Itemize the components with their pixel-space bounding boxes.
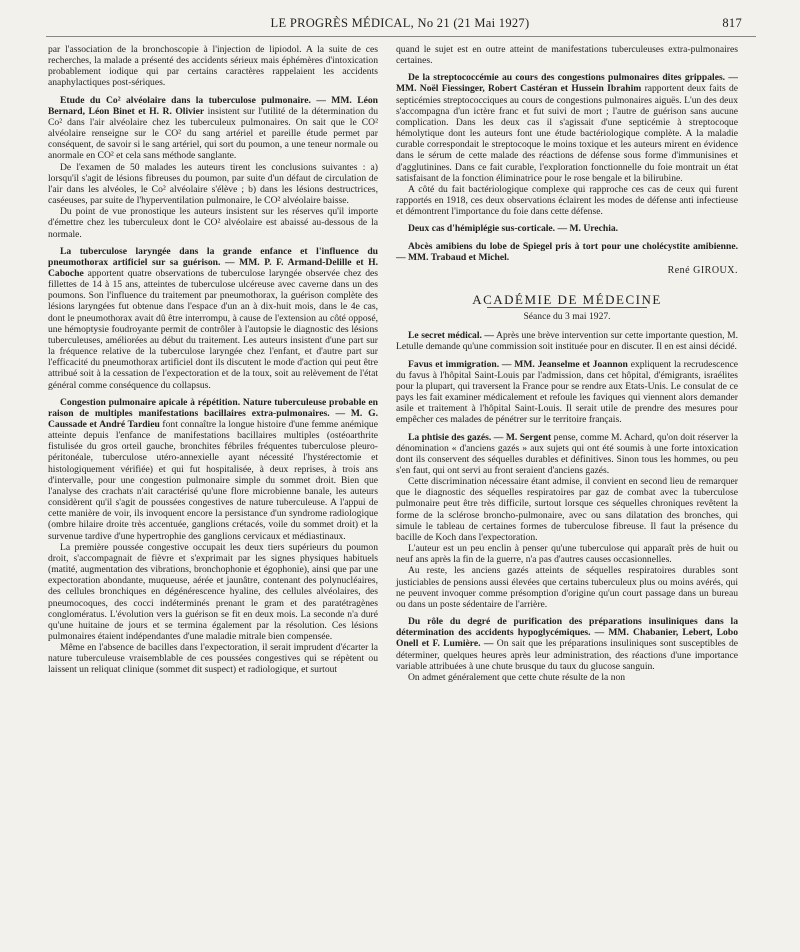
article-body: rapportent deux faits de septicémies streptococciques au cours de congestions pulmonaires aiguës. L'un des deux s'accompagna d'un ictère franc et fut suivi de mort ; l'autre de guérison sans aucune complication. Dans les deux cas il s'agissait d'une septicémie à streptocoque hémolytique dont les auteurs font une étude bactériologique complète. A la maladie curable correspondait le streptocoque le moins toxique et les auteurs mirent en évidence dans le sérum de cette malade des réactions de défense sous forme d'immunisines et d'agglutinines. Dans ce fait curable, l'exploration fonctionnelle du foie montrait un état satisfaisant de la fonction éliminatrice pour le rose bengale et la bilirubine. [396, 83, 739, 184]
article-paragraph [48, 246, 378, 391]
article-heading: Du rôle du degré de purification des préparations insuliniques dans la détermination des accidents hypoglycémiques. — MM. Chabanier, Lebert, Lobo Onell et F. Lumière. — [396, 616, 738, 650]
article-paragraph [48, 95, 378, 162]
article-paragraph: A côté du fait bactériologique complexe qui rapproche ces cas de ceux qui furent rapportés en 1918, ces deux observations éclairent les modes de défense anti infectieuse et démontrent l'importance du foie dans cette défense. [396, 183, 738, 218]
article [396, 432, 738, 611]
article-paragraph [396, 359, 738, 426]
article [396, 241, 738, 263]
article-paragraph [48, 44, 378, 89]
article [48, 95, 378, 240]
article-paragraph [396, 223, 738, 234]
article [396, 616, 738, 683]
article-paragraph: Du point de vue pronostique les auteurs insistent sur les réserves qu'il importe d'émettre chez les tuberculeux dont le CO² alvéolaire est abaissé au-dessous de la normale. [48, 206, 378, 240]
article [48, 44, 378, 89]
article-heading: La phtisie des gazés. — M. Sergent [408, 431, 552, 443]
article-body: Après une brève intervention sur cette importante question, M. Letulle demande qu'une commission soit instituée pour en discuter. Il en est ainsi décidé. [396, 330, 739, 353]
article-body: par l'association de la bronchoscopie à l'injection de lipiodol. A la suite de ces recherches, la malade a présenté des accidents sérieux mais éphémères d'intoxication probablement iodique qui par certains caractères rappelaient les accidents anaphylactiques post-sériques. [48, 44, 378, 89]
article-paragraph: L'auteur est un peu enclin à penser qu'une tuberculose qui apparaît près de huit ou neuf ans après la fin de la guerre, n'a pas d'autres causes occasionnelles. [396, 543, 738, 566]
left-column [48, 44, 378, 676]
section-title: ACADÉMIE DE MÉDECINE [472, 291, 662, 307]
article-body: expliquent la recrudescence du favus à l'hôpital Saint-Louis par l'admission, dans cet hôpital, d'émigrants, israélites pour la plupart, qui traversent la France pour se rendre aux Etats-Unis. Le consulat de ce pays les fait examiner médicalement et refoule les faviques qui viennent alors demander asile et traitement à l'hôpital Saint-Louis. Il serait utile de prendre des mesures pour empêcher ces malades de pénétrer sur le territoire français. [396, 358, 739, 426]
right-column-academie [396, 330, 738, 683]
article-paragraph [396, 44, 738, 66]
article-heading: Etude du Co² alvéolaire dans la tuberculose pulmonaire. — MM. Léon Bernard, Léon Binet et H. R. Olivier [48, 94, 378, 117]
article [396, 72, 738, 217]
article-paragraph [396, 432, 738, 477]
article-paragraph: On admet généralement que cette chute résulte de la non [408, 671, 626, 683]
article-heading: Abcès amibiens du lobe de Spiegel pris à tort pour une cholécystite amibienne. — MM. Trabaud et Michel. [396, 240, 738, 263]
article-paragraph [396, 330, 738, 352]
article-heading: La tuberculose laryngée dans la grande enfance et l'influence du pneumothorax artificiel sur sa guérison. — MM. P. F. Armand-Delille et H. Caboche [48, 245, 378, 279]
article [396, 223, 738, 234]
article-body: font connaître la longue histoire d'une femme anémique atteinte depuis l'enfance de manifestations bacillaires multiples (ostéoarthrite fistulisée du gros orteil gauche, bronchites fébriles fréquentes tuberculose pleuro-péritonéale, tuberculose utéro-annexielle ayant nécessité l'hystérectomie et histologiquement vérifiée) et qui fut hospitalisée, à deux reprises, à trois ans d'intervalle, pour une congestion pulmonaire simple du sommet droit. Bien que l'analyse des crachats n'ait caractérisé qu'une flore microbienne banale, les auteurs considèrent qu'il s'agit de poussées congestives de nature tuberculeuse. A l'appui de cette manière de voir, ils invoquent encore la persistance d'un syndrome radiologique (ombre hilaire droite très accentuée, ganglions crétacés, voile du sommet droit) et la survenue tardive d'une hypertrophie des ganglions cervicaux et médiastinaux. [48, 419, 378, 542]
article-paragraph: Même en l'absence de bacilles dans l'expectoration, il serait imprudent d'écarter la nature tuberculeuse vraisemblable de ces poussées congestives qui se répètent ou laissent un reliquat clinique (sommet dit suspect) et radiologique, et surtout [48, 642, 378, 676]
article-body: pense, comme M. Achard, qu'on doit réserver la dénomination « d'anciens gazés » aux sujets qui ont été soumis à une forte intoxication dont ils conservent des séquelles durables et définitives. Sinon tous les hommes, ou peu s'en faut, qui ont servi au front seraient d'anciens gazés. [396, 431, 738, 476]
article-paragraph [48, 397, 378, 542]
article-body: apportent quatre observations de tuberculose laryngée observée chez des fillettes de 14 à 15 ans, atteintes de tuberculose ulcéreuse avec caverne dans un des poumons. Son l'influence du traitement par pneumothorax, la guérison complète des lésions laryngées fut obtenue dans l'espace d'un an à dix-huit mois, dans le 4e cas, dont le pneumothorax avait dû être interrompu, à cause de l'extension au côté opposé, une hémoptysie foudroyante permit de contrôler à l'autopsie le diagnostic des lésions tuberculeuses, améliorées au début du traitement. Les auteurs insistent d'une part sur la fréquence relative de la tuberculose laryngée chez l'enfant, et d'autre part sur l'efficacité du pneumothorax artificiel dont ils discutent le mode d'action qui peut être attribué soit à la cessation de l'expectoration et de la toux, soit au relèvement de l'état général comme conséquence du collapsus. [48, 267, 378, 391]
article [48, 246, 378, 391]
article-heading: Favus et immigration. — MM. Jeanselme et Joannon [408, 358, 628, 370]
article [396, 359, 738, 426]
article-paragraph: De l'examen de 50 malades les auteurs tirent les conclusions suivantes : a) lorsqu'il s'agit de lésions fibreuses du poumon, par suite d'un défaut de circulation de l'air dans les alvéoles, le Co² alvéolaire s'élève ; b) dans les lésions destructrices, caséeuses, par suite de l'hyperventilation pulmonaire, le CO² alvéolaire baisse. [48, 161, 378, 207]
page-number: 817 [722, 16, 742, 30]
article [396, 330, 738, 352]
article-body: On sait que les préparations insuliniques sont susceptibles de déterminer, quelques heures après leur administration, des réactions d'une importance variable attribuées à une chute brusque du taux du glucose sanguin. [396, 638, 738, 672]
article-paragraph [396, 241, 738, 263]
right-column-reports [396, 44, 738, 263]
article-heading: Le secret médical. — [408, 330, 495, 342]
signature: René GIROUX. [667, 264, 738, 276]
section-title-rule [487, 307, 647, 308]
article-heading: Congestion pulmonaire apicale à répétition. Nature tuberculeuse probable en raison de multiples manifestations bacillaires extra-pulmonaires. — M. G. Caussade et André Tardieu [48, 396, 378, 430]
article-paragraph: La première poussée congestive occupait les deux tiers supérieurs du poumon droit, s'accompagnait de fièvre et s'exprimait par les signes physiques habituels (matité, augmentation des vibrations, bronchophonie et égophonie), ainsi que par une expectoration abondante, muqueuse, aérée et jaunâtre, contenant des polynucléaires, des cellules bronchiques en dégénérescence hyaline, des cellules alvéolaires, des pneumocoques, des cocci indéterminés prenant le gram et des paratétragènes conglomératus. L'évolution vers la guérison se fit en deux mois. La seconde n'a duré qu'une huitaine de jours et se termina également par la résolution. Ces lésions pulmonaires étaient indépendantes d'une maladie mitrale bien compensée. [48, 541, 378, 642]
article-heading: Deux cas d'hémiplégie sus-corticale. — M. Urechia. [408, 223, 619, 235]
article [396, 44, 738, 66]
journal-title: LE PROGRÈS MÉDICAL, No 21 (21 Mai 1927) [270, 16, 530, 30]
article-body: quand le sujet est en outre atteint de manifestations tuberculeuses extra-pulmonaires certaines. [396, 44, 738, 67]
article-heading: De la streptococcémie au cours des congestions pulmonaires dites grippales. — MM. Noël Fiessinger, Robert Castéran et Hussein Ibrahim [396, 72, 738, 95]
article-body: insistent sur l'utilité de la détermination du Co² dans l'air alvéolaire chez les tuberculeux pulmonaires. On sait que le CO² alvéolaire renseigne sur le CO² du sang artériel et pareille étude permet par conséquent, de savoir si le sang artériel, qui sort du poumon, a une teneur normale ou anormale en CO² et cela sans méthode sanglante. [48, 105, 378, 162]
running-header [0, 16, 800, 36]
article-paragraph: Au reste, les anciens gazés atteints de séquelles respiratoires durables sont justiciables de pensions aussi élevées que certains tuberculeux plus ou moins avérés, qui ne peuvent invoquer comme présomption d'origine qu'un court passage dans un bureau ou dans un poste sédentaire de l'arrière. [396, 565, 738, 610]
article-paragraph [396, 72, 738, 184]
header-rule [46, 36, 756, 37]
right-column [396, 44, 738, 683]
article [48, 397, 378, 676]
article-paragraph [396, 616, 738, 672]
seance-date: Séance du 3 mai 1927. [523, 311, 611, 323]
article-paragraph: Cette discrimination nécessaire étant admise, il convient en second lieu de remarquer que le diagnostic des séquelles respiratoires par gaz de combat avec la tuberculose pulmonaire peut être très difficile, surtout lorsque ces séquelles chroniques revêtent la forme de la sclérose broncho-pulmonaire, avec ou sans dilatation des bronches, qui simule le tableau de certaines formes de tuberculose fibreuse. Il faut la présence du bacille de Koch dans l'expectoration. [396, 476, 738, 543]
